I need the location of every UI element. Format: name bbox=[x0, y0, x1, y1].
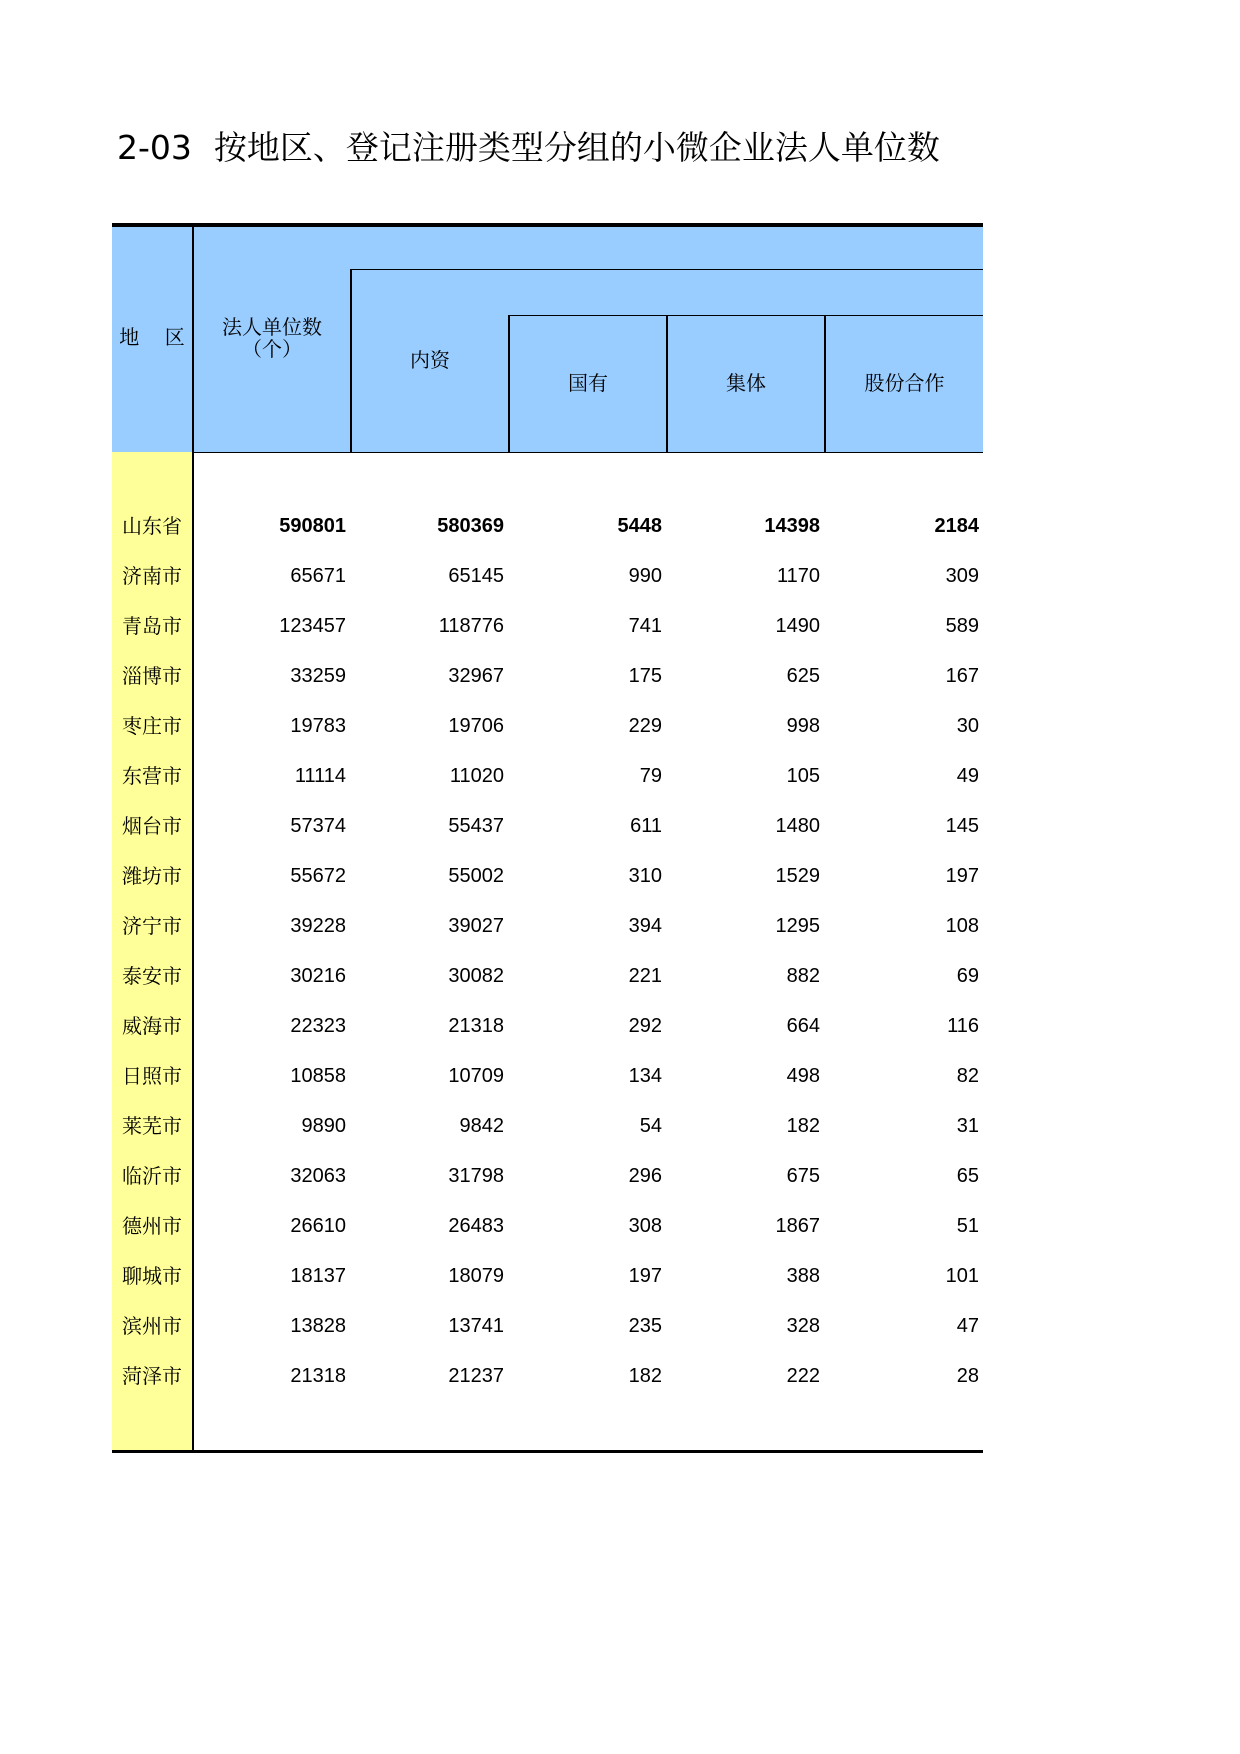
header-joint-stock: 股份合作 bbox=[864, 371, 945, 395]
row-region-label: 聊城市 bbox=[122, 1264, 182, 1288]
header-collective: 集体 bbox=[726, 371, 766, 395]
cell-joint: 49 bbox=[956, 765, 979, 787]
row-region-label: 日照市 bbox=[122, 1064, 182, 1088]
cell-joint: 101 bbox=[945, 1265, 979, 1287]
cell-domestic: 580369 bbox=[437, 515, 504, 537]
cell-domestic: 13741 bbox=[448, 1315, 504, 1337]
region-column-divider bbox=[192, 226, 194, 1452]
row-region-label: 威海市 bbox=[122, 1014, 182, 1038]
cell-joint: 309 bbox=[945, 565, 979, 587]
cell-collective: 1295 bbox=[775, 915, 820, 937]
cell-state: 197 bbox=[628, 1265, 662, 1287]
cell-domestic: 19706 bbox=[448, 715, 504, 737]
row-region-label: 烟台市 bbox=[122, 814, 182, 838]
cell-joint: 116 bbox=[947, 1015, 979, 1037]
cell-domestic: 55437 bbox=[448, 815, 504, 837]
cell-domestic: 18079 bbox=[448, 1265, 504, 1287]
cell-collective: 882 bbox=[786, 965, 820, 987]
cell-collective: 1480 bbox=[775, 815, 820, 837]
row-region-label: 淄博市 bbox=[122, 664, 182, 688]
cell-joint: 2184 bbox=[934, 515, 979, 537]
cell-total: 590801 bbox=[279, 515, 346, 537]
row-region-label: 潍坊市 bbox=[122, 864, 182, 888]
cell-total: 13828 bbox=[290, 1315, 346, 1337]
header-total-line2: （个） bbox=[242, 337, 302, 361]
row-region-label: 菏泽市 bbox=[122, 1364, 182, 1388]
cell-joint: 31 bbox=[956, 1115, 979, 1137]
cell-total: 33259 bbox=[290, 665, 346, 687]
page-title bbox=[117, 126, 940, 170]
cell-total: 39228 bbox=[290, 915, 346, 937]
cell-domestic: 39027 bbox=[448, 915, 504, 937]
cell-state: 235 bbox=[628, 1315, 662, 1337]
table-top-rule bbox=[112, 223, 983, 227]
cell-collective: 1170 bbox=[776, 565, 820, 587]
cell-collective: 388 bbox=[786, 1265, 820, 1287]
cell-state: 308 bbox=[628, 1215, 662, 1237]
cell-total: 123457 bbox=[279, 615, 346, 637]
header-state-owned: 国有 bbox=[568, 371, 608, 395]
header-rule-level1 bbox=[350, 269, 983, 270]
row-region-label: 德州市 bbox=[122, 1214, 182, 1238]
cell-collective: 222 bbox=[786, 1365, 820, 1387]
cell-domestic: 11020 bbox=[449, 765, 504, 787]
cell-state: 292 bbox=[628, 1015, 662, 1037]
cell-joint: 47 bbox=[956, 1315, 979, 1337]
cell-total: 22323 bbox=[290, 1015, 346, 1037]
cell-state: 394 bbox=[628, 915, 662, 937]
table-number: 2-03 bbox=[117, 128, 192, 167]
region-column-background bbox=[112, 452, 192, 1450]
row-region-label: 临沂市 bbox=[122, 1164, 182, 1188]
cell-state: 296 bbox=[628, 1165, 662, 1187]
header-domestic: 内资 bbox=[410, 348, 450, 372]
cell-state: 54 bbox=[639, 1115, 662, 1137]
cell-collective: 328 bbox=[786, 1315, 820, 1337]
cell-domestic: 31798 bbox=[448, 1165, 504, 1187]
cell-total: 21318 bbox=[290, 1365, 346, 1387]
cell-joint: 69 bbox=[956, 965, 979, 987]
header-rule-level2 bbox=[508, 315, 983, 316]
cell-joint: 51 bbox=[956, 1215, 979, 1237]
cell-domestic: 26483 bbox=[448, 1215, 504, 1237]
row-region-label: 青岛市 bbox=[122, 614, 182, 638]
cell-state: 79 bbox=[639, 765, 662, 787]
cell-joint: 30 bbox=[956, 715, 979, 737]
cell-collective: 664 bbox=[786, 1015, 820, 1037]
cell-total: 30216 bbox=[290, 965, 346, 987]
cell-collective: 998 bbox=[786, 715, 820, 737]
cell-state: 5448 bbox=[617, 515, 662, 537]
cell-collective: 675 bbox=[786, 1165, 820, 1187]
cell-domestic: 9842 bbox=[459, 1115, 504, 1137]
row-region-label: 莱芜市 bbox=[122, 1114, 182, 1138]
cell-total: 10858 bbox=[290, 1065, 346, 1087]
cell-total: 65671 bbox=[290, 565, 346, 587]
cell-collective: 498 bbox=[786, 1065, 820, 1087]
cell-collective: 1490 bbox=[775, 615, 820, 637]
header-bottom-rule bbox=[192, 452, 983, 453]
header-region: 地 区 bbox=[119, 325, 185, 349]
cell-domestic: 32967 bbox=[448, 665, 504, 687]
row-region-label: 东营市 bbox=[122, 764, 182, 788]
row-region-label: 济宁市 bbox=[122, 914, 182, 938]
table-title-text: 按地区、登记注册类型分组的小微企业法人单位数 bbox=[213, 128, 940, 167]
cell-state: 134 bbox=[628, 1065, 662, 1087]
cell-domestic: 55002 bbox=[448, 865, 504, 887]
cell-domestic: 65145 bbox=[448, 565, 504, 587]
cell-collective: 1867 bbox=[775, 1215, 820, 1237]
cell-state: 310 bbox=[628, 865, 662, 887]
cell-total: 55672 bbox=[290, 865, 346, 887]
cell-joint: 589 bbox=[945, 615, 979, 637]
cell-collective: 182 bbox=[786, 1115, 820, 1137]
cell-total: 18137 bbox=[290, 1265, 346, 1287]
cell-total: 26610 bbox=[290, 1215, 346, 1237]
cell-domestic: 30082 bbox=[448, 965, 504, 987]
cell-total: 11114 bbox=[294, 765, 346, 787]
cell-collective: 105 bbox=[786, 765, 820, 787]
cell-state: 611 bbox=[630, 815, 662, 837]
cell-joint: 197 bbox=[945, 865, 979, 887]
cell-joint: 167 bbox=[945, 665, 979, 687]
row-region-label: 泰安市 bbox=[122, 964, 182, 988]
cell-domestic: 118776 bbox=[438, 615, 504, 637]
cell-domestic: 21318 bbox=[448, 1015, 504, 1037]
table-bottom-rule bbox=[112, 1450, 983, 1453]
cell-domestic: 10709 bbox=[448, 1065, 504, 1087]
cell-joint: 82 bbox=[956, 1065, 979, 1087]
cell-state: 182 bbox=[628, 1365, 662, 1387]
header-total bbox=[194, 316, 350, 360]
cell-joint: 145 bbox=[945, 815, 979, 837]
cell-domestic: 21237 bbox=[448, 1365, 504, 1387]
cell-collective: 625 bbox=[786, 665, 820, 687]
cell-state: 221 bbox=[628, 965, 662, 987]
cell-collective: 1529 bbox=[775, 865, 820, 887]
cell-joint: 108 bbox=[945, 915, 979, 937]
cell-state: 990 bbox=[628, 565, 662, 587]
cell-state: 175 bbox=[628, 665, 662, 687]
row-region-label: 济南市 bbox=[122, 564, 182, 588]
row-region-label: 枣庄市 bbox=[122, 714, 182, 738]
cell-joint: 65 bbox=[956, 1165, 979, 1187]
header-total-line1: 法人单位数 bbox=[222, 315, 322, 339]
cell-total: 19783 bbox=[290, 715, 346, 737]
cell-state: 741 bbox=[628, 615, 662, 637]
row-region-label: 滨州市 bbox=[122, 1314, 182, 1338]
cell-total: 32063 bbox=[290, 1165, 346, 1187]
cell-joint: 28 bbox=[956, 1365, 979, 1387]
cell-total: 57374 bbox=[290, 815, 346, 837]
cell-collective: 14398 bbox=[764, 515, 820, 537]
cell-state: 229 bbox=[628, 715, 662, 737]
row-region-label: 山东省 bbox=[122, 514, 182, 538]
cell-total: 9890 bbox=[301, 1115, 346, 1137]
